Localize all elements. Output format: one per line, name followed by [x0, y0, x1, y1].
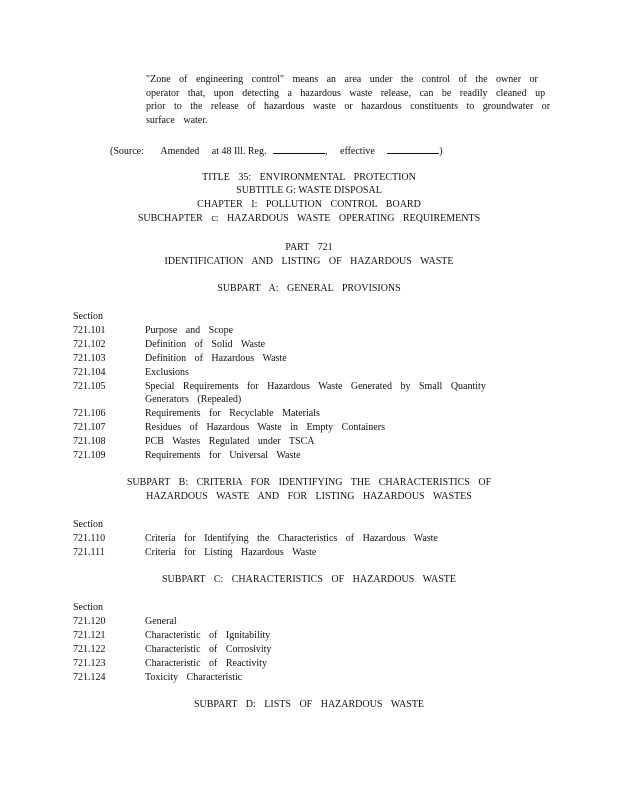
section-number: 721.111 [73, 547, 105, 558]
subtitle-heading: SUBTITLE G: WASTE DISPOSAL [236, 185, 382, 196]
source-register: at 48 Ill. Reg. [211, 146, 267, 157]
section-title-continued: Generators (Repealed) [145, 394, 242, 405]
section-title: Requirements for Recyclable Materials [145, 408, 320, 419]
source-prefix: (Source: [110, 146, 144, 157]
section-number: 721.102 [73, 339, 106, 350]
definition-line: prior to the release of hazardous waste or hazardous constituents to groundwater or [146, 101, 551, 112]
section-number: 721.122 [73, 644, 106, 655]
section-title: Special Requirements for Hazardous Waste Generated by Small Quantity [145, 381, 486, 392]
section-title: Definition of Hazardous Waste [145, 353, 287, 364]
section-title: Criteria for Listing Hazardous Waste [145, 547, 317, 558]
source-amended: Amended [160, 146, 200, 157]
chapter-heading: CHAPTER I: POLLUTION CONTROL BOARD [197, 199, 421, 210]
subpart-b-heading-line2: HAZARDOUS WASTE AND FOR LISTING HAZARDOUS WASTES [146, 491, 472, 502]
source-suffix: ) [439, 146, 443, 157]
part-heading: PART 721 [285, 242, 333, 253]
section-title: Characteristic of Corrosivity [145, 644, 272, 655]
subpart-d-heading: SUBPART D: LISTS OF HAZARDOUS WASTE [193, 699, 425, 710]
section-title: Toxicity Characteristic [145, 672, 243, 683]
section-label: Section [73, 602, 103, 613]
section-title: Purpose and Scope [145, 325, 234, 336]
subpart-b-heading: SUBPART B: CRITERIA FOR IDENTIFYING THE CHARACTERISTICS OF [126, 477, 492, 488]
section-number: 721.124 [73, 672, 106, 683]
section-number: 721.123 [73, 658, 106, 669]
source-effective: effective [340, 146, 375, 157]
definition-line: operator that, upon detecting a hazardous waste release, can be readily cleaned up [146, 87, 546, 99]
section-number: 721.107 [73, 422, 106, 433]
section-label: Section [73, 519, 103, 530]
section-title: Characteristic of Ignitability [145, 630, 271, 641]
definition-line: "Zone of engineering control" means an area under the control of the owner or [146, 74, 538, 85]
subpart-c-heading: SUBPART C: CHARACTERISTICS OF HAZARDOUS WASTE [162, 574, 456, 585]
definition-paragraph [146, 73, 551, 127]
title-heading: TITLE 35: ENVIRONMENTAL PROTECTION [202, 172, 416, 183]
section-title: General [145, 616, 177, 627]
section-number: 721.109 [73, 450, 106, 461]
part-title: IDENTIFICATION AND LISTING OF HAZARDOUS WASTE [164, 256, 454, 267]
section-number: 721.121 [73, 630, 106, 641]
subchapter-heading: SUBCHAPTER c: HAZARDOUS WASTE OPERATING REQUIREMENTS [137, 213, 481, 224]
section-number: 721.101 [73, 325, 106, 336]
section-number: 721.103 [73, 353, 106, 364]
effective-blank [387, 144, 439, 154]
section-number: 721.110 [73, 533, 106, 544]
section-title: Characteristic of Reactivity [145, 658, 267, 669]
source-comma: , [325, 146, 328, 157]
section-title: Definition of Solid Waste [145, 339, 266, 350]
section-title: PCB Wastes Regulated under TSCA [145, 436, 315, 447]
section-title: Residues of Hazardous Waste in Empty Containers [145, 422, 385, 433]
section-number: 721.120 [73, 616, 106, 627]
definition-line: surface water. [146, 114, 208, 126]
section-title: Requirements for Universal Waste [145, 450, 301, 461]
section-title: Exclusions [145, 367, 189, 378]
section-number: 721.106 [73, 408, 106, 419]
section-number: 721.105 [73, 381, 106, 392]
section-title: Criteria for Identifying the Characteristics of Hazardous Waste [145, 533, 438, 544]
subpart-a-heading: SUBPART A: GENERAL PROVISIONS [217, 283, 401, 294]
register-blank [273, 144, 325, 154]
section-number: 721.108 [73, 436, 106, 447]
section-label: Section [73, 311, 103, 322]
source-note [110, 144, 443, 158]
section-number: 721.104 [73, 367, 106, 378]
